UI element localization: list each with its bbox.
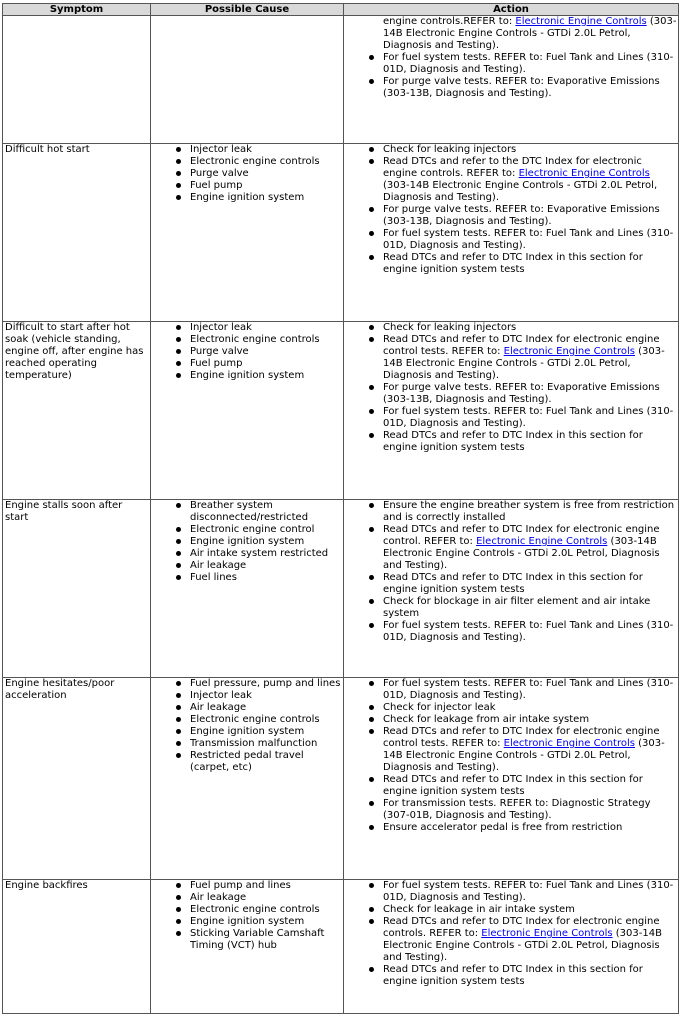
action-text: Check for blockage in air filter element and air intake system — [383, 596, 651, 619]
action-text: Read DTCs and refer to DTC Index in this section for engine ignition system tests — [383, 774, 643, 797]
cause-item: Purge valve — [151, 168, 343, 180]
possible-cause-cell — [151, 500, 344, 678]
action-item — [344, 144, 678, 156]
electronic-engine-controls-link[interactable]: Electronic Engine Controls — [503, 738, 635, 749]
cause-item: Fuel lines — [151, 572, 343, 584]
cause-list — [151, 144, 343, 204]
action-text: (303-14B Electronic Engine Controls - GTDi 2.0L Petrol, Diagnosis and Testing). — [383, 180, 658, 203]
symptom-text: Engine backfires — [5, 880, 88, 891]
action-text: (303-14B Electronic Engine Controls - GTDi 2.0L Petrol, Diagnosis and Testing). — [383, 16, 677, 51]
cause-list — [151, 678, 343, 774]
action-text: engine controls. — [383, 16, 464, 27]
cause-item: Engine ignition system — [151, 916, 343, 928]
possible-cause-cell — [151, 144, 344, 322]
action-item — [344, 880, 678, 904]
action-item — [344, 596, 678, 620]
symptom-cell — [3, 322, 151, 500]
action-text: For fuel system tests. REFER to: Fuel Tank and Lines (310-01D, Diagnosis and Testing). — [383, 228, 674, 251]
electronic-engine-controls-link[interactable]: Electronic Engine Controls — [515, 16, 647, 27]
action-list — [344, 500, 678, 644]
symptom-cell — [3, 144, 151, 322]
action-item — [344, 156, 678, 204]
action-text: Read DTCs and refer to DTC Index for electronic engine control tests. REFER to: — [383, 726, 660, 749]
table-row — [3, 678, 679, 880]
action-text: For fuel system tests. REFER to: Fuel Tank and Lines (310-01D, Diagnosis and Testing). — [383, 406, 674, 429]
action-text: Read DTCs and refer to DTC Index in this section for engine ignition system tests — [383, 572, 643, 595]
action-item — [344, 774, 678, 798]
action-text: For fuel system tests. REFER to: Fuel Tank and Lines (310-01D, Diagnosis and Testing). — [383, 678, 674, 701]
cause-list — [151, 880, 343, 952]
action-text: Read DTCs and refer to DTC Index in this section for engine ignition system tests — [383, 252, 643, 275]
table-body — [3, 16, 679, 1014]
cause-list — [151, 500, 343, 584]
action-item — [344, 904, 678, 916]
cause-item: Transmission malfunction — [151, 738, 343, 750]
action-text: For fuel system tests. REFER to: Fuel Tank and Lines (310-01D, Diagnosis and Testing). — [383, 880, 674, 903]
action-item — [344, 620, 678, 644]
action-cell — [344, 880, 679, 1014]
action-text: For fuel system tests. REFER to: Fuel Tank and Lines (310-01D, Diagnosis and Testing). — [383, 52, 674, 75]
action-item — [344, 406, 678, 430]
cause-item: Fuel pressure, pump and lines — [151, 678, 343, 690]
cause-item: Engine ignition system — [151, 726, 343, 738]
action-item — [344, 334, 678, 382]
action-text: Check for leaking injectors — [383, 144, 517, 155]
cause-item: Air leakage — [151, 892, 343, 904]
electronic-engine-controls-link[interactable]: Electronic Engine Controls — [481, 928, 613, 939]
action-text: Check for leaking injectors — [383, 322, 517, 333]
cause-item: Purge valve — [151, 346, 343, 358]
symptom-text: Difficult hot start — [5, 144, 90, 155]
possible-cause-cell — [151, 16, 344, 144]
action-text: Ensure the engine breather system is free from restriction and is correctly installed — [383, 500, 675, 523]
table-row — [3, 500, 679, 678]
action-text: Read DTCs and refer to DTC Index for electronic engine controls. REFER to: — [383, 916, 660, 939]
action-item — [344, 916, 678, 964]
diagnosis-page — [2, 3, 678, 1014]
cause-list — [151, 322, 343, 382]
cause-item: Fuel pump — [151, 358, 343, 370]
action-text: REFER to: — [463, 16, 516, 27]
cause-item: Sticking Variable Camshaft Timing (VCT) hub — [151, 928, 343, 952]
action-list — [344, 678, 678, 834]
action-item — [344, 726, 678, 774]
action-item — [344, 572, 678, 596]
action-item — [344, 822, 678, 834]
action-text: Check for injector leak — [383, 702, 496, 713]
cause-item: Air intake system restricted — [151, 548, 343, 560]
cause-item: Fuel pump — [151, 180, 343, 192]
action-text: Read DTCs and refer to DTC Index in this section for engine ignition system tests — [383, 430, 643, 453]
cause-item: Fuel pump and lines — [151, 880, 343, 892]
action-text: (303-14B Electronic Engine Controls - GTDi 2.0L Petrol, Diagnosis and Testing). — [383, 536, 660, 571]
table-row — [3, 880, 679, 1014]
table-row — [3, 144, 679, 322]
action-text: Read DTCs and refer to the DTC Index for electronic engine controls. REFER to: — [383, 156, 642, 179]
action-item — [344, 52, 678, 76]
cause-item: Electronic engine control — [151, 524, 343, 536]
action-list — [344, 16, 678, 100]
symptom-column-header: Symptom — [3, 4, 151, 16]
action-cell — [344, 678, 679, 880]
action-item — [344, 798, 678, 822]
electronic-engine-controls-link[interactable]: Electronic Engine Controls — [476, 536, 608, 547]
action-cell — [344, 500, 679, 678]
action-text: For purge valve tests. REFER to: Evaporative Emissions (303-13B, Diagnosis and Testing). — [383, 76, 660, 99]
action-cell — [344, 16, 679, 144]
action-item — [344, 964, 678, 988]
action-item — [344, 678, 678, 702]
action-text: Ensure accelerator pedal is free from restriction — [383, 822, 623, 833]
action-item — [344, 76, 678, 100]
action-item — [344, 16, 678, 52]
action-item — [344, 714, 678, 726]
action-text: Read DTCs and refer to DTC Index for electronic engine control tests. REFER to: — [383, 334, 660, 357]
symptom-text: Engine stalls soon after start — [5, 500, 123, 523]
action-item — [344, 322, 678, 334]
cause-item: Restricted pedal travel (carpet, etc) — [151, 750, 343, 774]
action-text: (303-14B Electronic Engine Controls - GTDi 2.0L Petrol, Diagnosis and Testing). — [383, 346, 665, 381]
possible-cause-cell — [151, 880, 344, 1014]
action-text: For purge valve tests. REFER to: Evaporative Emissions (303-13B, Diagnosis and Testing). — [383, 204, 660, 227]
cause-column-header: Possible Cause — [151, 4, 344, 16]
cause-item: Electronic engine controls — [151, 156, 343, 168]
action-cell — [344, 144, 679, 322]
action-text: (303-14B Electronic Engine Controls - GTDi 2.0L Petrol, Diagnosis and Testing). — [383, 738, 665, 773]
table-row — [3, 16, 679, 144]
action-text: For transmission tests. REFER to: Diagnostic Strategy (307-01B, Diagnosis and Testing). — [383, 798, 651, 821]
action-item — [344, 524, 678, 572]
action-item — [344, 702, 678, 714]
cause-item: Injector leak — [151, 690, 343, 702]
symptom-cell — [3, 16, 151, 144]
action-column-header: Action — [344, 4, 679, 16]
table-header-row — [3, 4, 679, 16]
action-cell — [344, 322, 679, 500]
symptom-chart-table — [2, 3, 679, 1014]
electronic-engine-controls-link[interactable]: Electronic Engine Controls — [518, 168, 650, 179]
action-item — [344, 500, 678, 524]
cause-item: Injector leak — [151, 144, 343, 156]
electronic-engine-controls-link[interactable]: Electronic Engine Controls — [503, 346, 635, 357]
symptom-text: Difficult to start after hot soak (vehicle standing, engine off, after engine has reached operating temperature) — [5, 322, 144, 381]
cause-item: Air leakage — [151, 560, 343, 572]
cause-item: Engine ignition system — [151, 370, 343, 382]
action-text: For fuel system tests. REFER to: Fuel Tank and Lines (310-01D, Diagnosis and Testing). — [383, 620, 674, 643]
action-list — [344, 880, 678, 988]
action-text: For purge valve tests. REFER to: Evaporative Emissions (303-13B, Diagnosis and Testing). — [383, 382, 660, 405]
cause-item: Engine ignition system — [151, 192, 343, 204]
cause-item: Electronic engine controls — [151, 334, 343, 346]
cause-item: Electronic engine controls — [151, 904, 343, 916]
cause-item: Injector leak — [151, 322, 343, 334]
action-item — [344, 430, 678, 454]
action-item — [344, 382, 678, 406]
action-item — [344, 228, 678, 252]
table-row — [3, 322, 679, 500]
symptom-cell — [3, 500, 151, 678]
cause-item: Engine ignition system — [151, 536, 343, 548]
cause-item: Breather system disconnected/restricted — [151, 500, 343, 524]
action-text: (303-14B Electronic Engine Controls - GTDi 2.0L Petrol, Diagnosis and Testing). — [383, 928, 662, 963]
cause-item: Air leakage — [151, 702, 343, 714]
symptom-text: Engine hesitates/poor acceleration — [5, 678, 115, 701]
symptom-cell — [3, 678, 151, 880]
action-text: Check for leakage from air intake system — [383, 714, 590, 725]
symptom-cell — [3, 880, 151, 1014]
action-item — [344, 204, 678, 228]
possible-cause-cell — [151, 678, 344, 880]
action-list — [344, 144, 678, 276]
possible-cause-cell — [151, 322, 344, 500]
action-text: Check for leakage in air intake system — [383, 904, 575, 915]
action-item — [344, 252, 678, 276]
cause-item: Electronic engine controls — [151, 714, 343, 726]
action-text: Read DTCs and refer to DTC Index in this section for engine ignition system tests — [383, 964, 643, 987]
action-text: Read DTCs and refer to DTC Index for electronic engine control. REFER to: — [383, 524, 660, 547]
action-list — [344, 322, 678, 454]
